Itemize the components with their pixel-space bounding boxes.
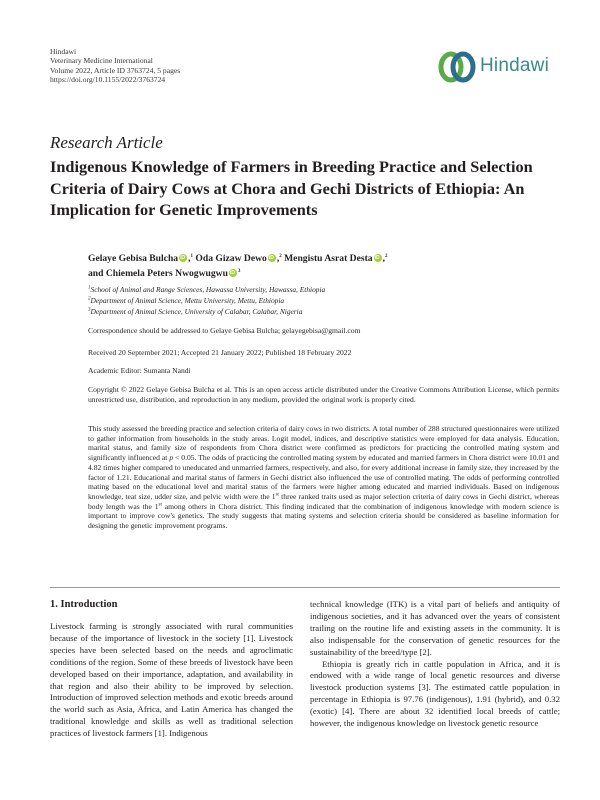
journal-meta xyxy=(50,47,180,84)
abstract-p-symbol: p xyxy=(169,453,174,463)
abstract-text: This study assessed the breeding practice and selection criteria of dairy cows in two districts. A total number of 288 structured questionnaires were utilized to gather information from households in the study areas. Logit model, indices, and descriptive statistics were employed for data analysis. Education, marital status, and family size of respondents from Chora district were confirmed as predictors for practicing the controlled mating system and significantly influenced at xyxy=(88,424,559,463)
body-column-right xyxy=(310,599,560,730)
doi-link[interactable]: https://doi.org/10.1155/2022/3763724 xyxy=(50,74,166,84)
body-paragraph: Ethiopia is greatly rich in cattle population in Africa, and it is endowed with a wide range of local genetic resources and diverse livestock production systems [3]. The estimated cattle population in percentage in Ethiopia is 97.76 (indigenous), 1.91 (hybrid), and 0.32 (exotic) [4]. There are about 32 identified local breeds of cattle; however, the indigenous knowledge on livestock genetic resource xyxy=(310,658,560,729)
body-paragraph: Livestock farming is strongly associated with rural communities because of the importance of livestock in the society [1]. Livestock species have been selected based on the needs and agroclimatic conditions of the region. Some of these breeds of livestock have been developed based on their importance, adaptation, and availability in that region and also their ability to be improved by selection. Introduction of improved selection methods and exotic breeds around the world such as Asia, Africa, and Latin America has changed the traditional knowledge and skills as well as traditional selection practices of livestock farmers [1]. Indigenous xyxy=(50,621,293,739)
abstract-superscript: st xyxy=(158,502,162,508)
body-column-left xyxy=(50,621,293,740)
copyright-notice: Copyright © 2022 Gelaye Gebisa Bulcha et al. This is an open access article distributed under the Creative Commons Attribution License, which permits unrestricted use, distribution, and reproduction in any medium, provided the original work is properly cited. xyxy=(88,385,559,404)
author-aff: 2 xyxy=(279,253,282,259)
author-name: Gelaye Gebisa Bulcha xyxy=(88,253,179,264)
section-divider xyxy=(50,587,560,588)
article-type: Research Article xyxy=(50,133,163,152)
abstract-text: among others in Chora district. This finding indicated that the combination of indigenous knowledge with modern science is important to improve cow's genetics. The study suggests that mating systems and selection criteria should be considered as baseline information for designing the genetic improvement programs. xyxy=(88,501,559,531)
author-name: Oda Gizaw Dewo xyxy=(195,253,267,264)
section-heading: 1. Introduction xyxy=(50,599,118,610)
affiliation xyxy=(88,296,284,305)
affiliation-number: 2 xyxy=(88,296,91,302)
publication-dates: Received 20 September 2021; Accepted 21 January 2022; Published 18 February 2022 xyxy=(88,348,352,357)
author-name: Mengistu Asrat Desta xyxy=(284,253,373,264)
logo-text: Hindawi xyxy=(480,55,549,76)
body-paragraph: technical knowledge (ITK) is a vital part of beliefs and antiquity of indigenous societies, and it has advanced over the years of consistent trailing on the routine life and existing assets in the community. It is also indispensable for the conservation of genetic resources for the sustainability of the breed/type [2]. xyxy=(310,599,560,657)
abstract xyxy=(88,424,559,531)
correspondence: Correspondence should be addressed to Gelaye Gebisa Bulcha; gelayegebisa@gmail.com xyxy=(88,326,361,335)
abstract-text: three ranked traits used as major selection criteria of dairy cows in Gechi district, whereas body length was the 1 xyxy=(88,491,559,511)
author-aff: 1 xyxy=(190,253,193,259)
affiliation-text: School of Animal and Range Sciences, Hawassa University, Hawassa, Ethiopia xyxy=(90,285,326,294)
affiliation-text: Department of Animal Science, Mettu University, Mettu, Ethiopia xyxy=(90,296,285,305)
affiliation-number: 1 xyxy=(88,285,91,291)
orcid-icon[interactable] xyxy=(374,254,382,262)
hindawi-logo-icon xyxy=(436,47,480,87)
orcid-icon[interactable] xyxy=(229,269,237,277)
author-list: Gelaye Gebisa BulchaiD ,$^1$ Oda Gizaw DewoiD ,$^2$ Mengistu Asrat DestaiD ,$^2$ and Chiemela Peters NwogwugwuiD $^3$ xyxy=(88,251,558,281)
affiliation-number: 3 xyxy=(88,307,91,313)
affiliation xyxy=(88,285,325,294)
affiliation xyxy=(88,307,302,316)
author-name: Chiemela Peters Nwogwugwu xyxy=(105,268,228,279)
academic-editor: Academic Editor: Sumanta Nandi xyxy=(88,366,191,375)
volume-line: Volume 2022, Article ID 3763724, 5 pages xyxy=(50,65,181,75)
abstract-text: < 0.05. The odds of practicing the controlled mating system by educated and married farmers in Chora district were 10.01 and 4.82 times higher compared to uneducated and unmarried farmers, respectively, and also, for every additional increase in family size, they increased by the factor of 1.21. Educational and marital status of farmers in Gechi district also influenced the use of controlled mating. The odds of performing controlled mating based on the educational level and marital status of the farmers were higher among educated and married individuals. Based on indigenous knowledge, teat size, udder size, and pelvic width were the 1 xyxy=(88,453,559,501)
publisher-name: Hindawi xyxy=(50,47,77,56)
journal-name: Veterinary Medicine International xyxy=(50,56,153,66)
paper-title: Indigenous Knowledge of Farmers in Breeding Practice and Selection Criteria of Dairy Cows at Chora and Gechi Districts of Ethiopia: An Implication for Genetic Improvements xyxy=(50,157,533,219)
hindawi-logo xyxy=(436,47,552,87)
author-aff: 3 xyxy=(237,268,241,274)
author-aff: 2 xyxy=(385,253,388,259)
orcid-icon[interactable] xyxy=(268,254,276,262)
affiliation-text: Department of Animal Science, University of Calabar, Calabar, Nigeria xyxy=(90,307,303,316)
orcid-icon[interactable] xyxy=(179,254,187,262)
abstract-superscript: st xyxy=(275,492,279,498)
